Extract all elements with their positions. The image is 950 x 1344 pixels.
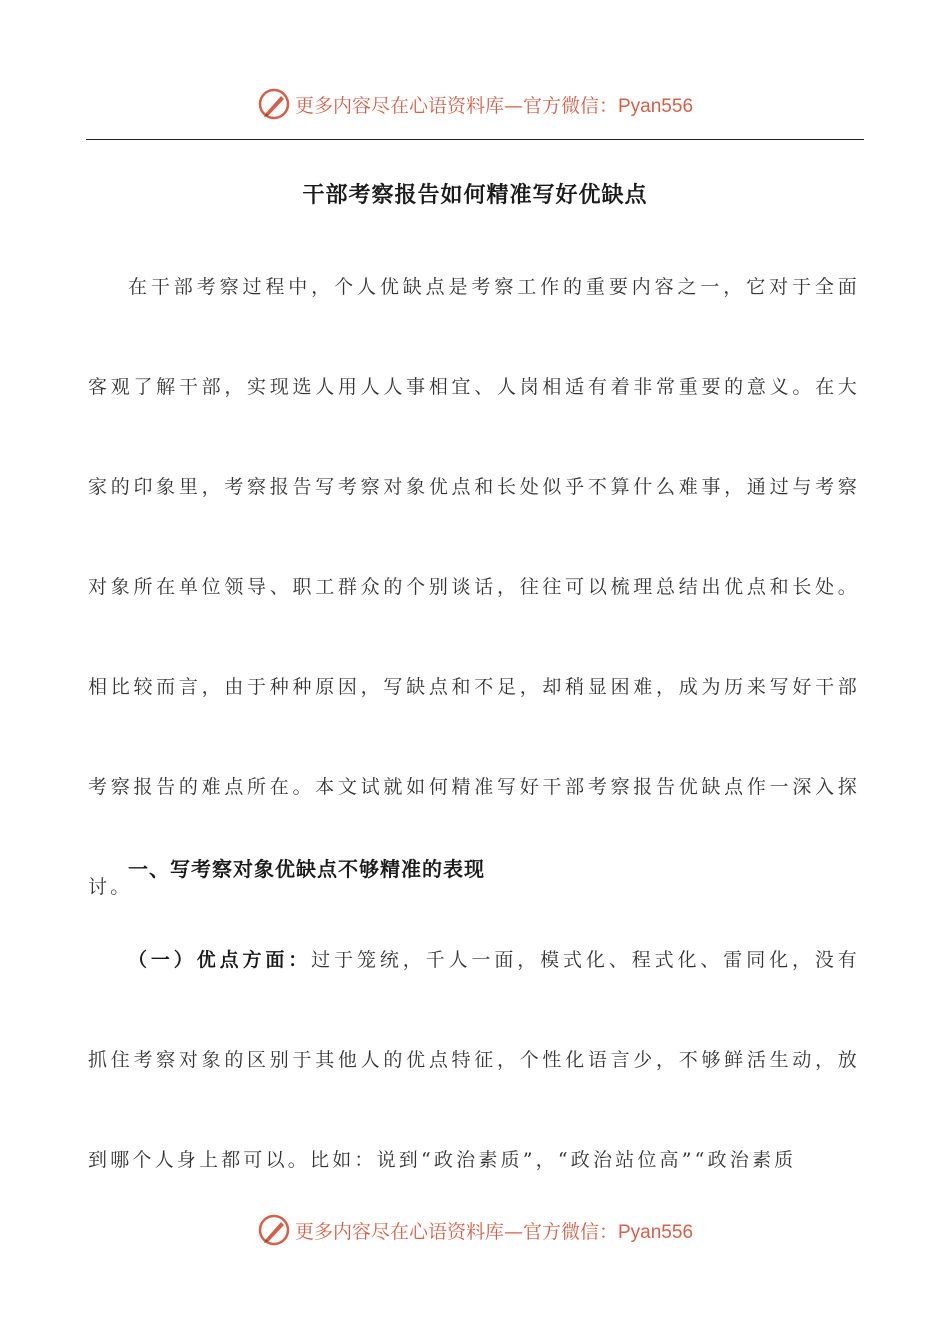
document-title: 干部考察报告如何精准写好优缺点 [302,182,648,208]
header-watermark [0,84,950,124]
paragraph-lead: （一）优点方面： [128,949,312,971]
footer-watermark-text: 更多内容尽在心语资料库—官方微信：Pyan556 [294,1220,694,1243]
pen-logo-icon [257,87,291,121]
footer-watermark [0,1210,950,1250]
pen-logo-icon [257,1213,291,1247]
header-rule [86,139,864,140]
paragraph-strengths [88,910,860,1210]
section-heading: 一、写考察对象优缺点不够精准的表现 [128,857,485,881]
header-watermark-text: 更多内容尽在心语资料库—官方微信：Pyan556 [294,94,694,117]
paragraph-strengths-text: 过于笼统，千人一面，模式化、程式化、雷同化，没有抓住考察对象的区别于其他人的优点特征，个性化语言少，不够鲜活生动，放到哪个人身上都可以。比如：说到“政治素质”，“政治站位高”“政治素质 [88,949,860,1171]
paragraph-intro: 在干部考察过程中，个人优缺点是考察工作的重要内容之一，它对于全面客观了解干部，实现选人用人人事相宜、人岗相适有着非常重要的意义。在大家的印象里，考察报告写考察对象优点和长处似乎不算什么难事，通过与考察对象所在单位领导、职工群众的个别谈话，往往可以梳理总结出优点和长处。相比较而言，由于种种原因，写缺点和不足，却稍显困难，成为历来写好干部考察报告的难点所在。本文试就如何精准写好干部考察报告优缺点作一深入探讨。 [88,276,860,898]
